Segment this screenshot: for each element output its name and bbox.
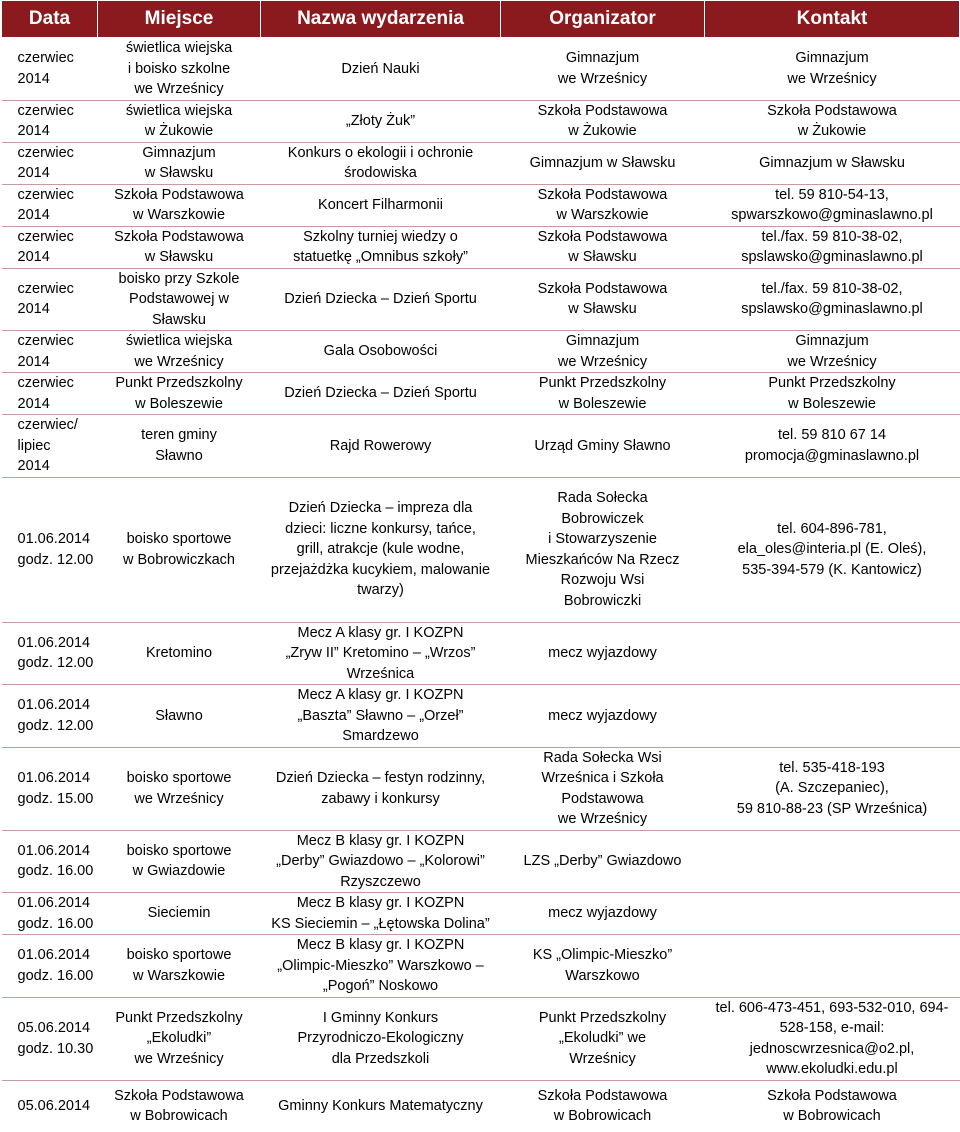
table-row [2,685,960,748]
contact-cell: Gimnazjum we Wrześnicy [705,331,960,373]
date-cell: czerwiec 2014 [2,142,98,184]
place-cell: Kretomino [98,622,261,685]
place-cell: Sieciemin [98,893,261,935]
table-row [2,415,960,478]
organizer-cell: Rada Sołecka Bobrowiczek i Stowarzyszenie Mieszkańców Na Rzecz Rozwoju Wsi Bobrowiczki [501,477,705,622]
contact-cell: tel. 59 810-54-13, spwarszkowo@gminaslawno.pl [705,184,960,226]
organizer-cell: mecz wyjazdowy [501,893,705,935]
header-event-name: Nazwa wydarzenia [261,1,501,38]
date-cell: czerwiec 2014 [2,184,98,226]
table-row [2,893,960,935]
place-cell: świetlica wiejska i boisko szkolne we Wrześnicy [98,38,261,101]
contact-cell: Szkoła Podstawowa w Żukowie [705,100,960,142]
date-cell: czerwiec 2014 [2,100,98,142]
organizer-cell: KS „Olimpic-Mieszko” Warszkowo [501,935,705,998]
date-cell: 01.06.2014 godz. 16.00 [2,935,98,998]
contact-cell: tel. 535-418-193 (A. Szczepaniec), 59 810-88-23 (SP Wrześnica) [705,747,960,830]
date-cell: czerwiec 2014 [2,38,98,101]
contact-cell [705,830,960,893]
contact-cell: Gimnazjum we Wrześnicy [705,38,960,101]
date-cell: czerwiec 2014 [2,331,98,373]
contact-cell [705,622,960,685]
table-row [2,100,960,142]
organizer-cell: Gimnazjum we Wrześnicy [501,331,705,373]
place-cell: świetlica wiejska w Żukowie [98,100,261,142]
place-cell: teren gminy Sławno [98,415,261,478]
organizer-cell: Punkt Przedszkolny „Ekoludki” we Wrześnicy [501,997,705,1080]
organizer-cell: Szkoła Podstawowa w Bobrowicach [537,1087,668,1125]
header-contact: Kontakt [705,1,960,38]
event-name-cell: Mecz B klasy gr. I KOZPN „Olimpic-Mieszko” Warszkowo – „Pogoń” Noskowo [261,935,501,998]
table-row [2,184,960,226]
contact-cell: tel. 59 810 67 14 promocja@gminaslawno.pl [705,415,960,478]
event-name-cell: „Złoty Żuk” [261,100,501,142]
date-cell: czerwiec/ lipiec 2014 [2,415,98,478]
table-row [2,830,960,893]
event-name-cell: Konkurs o ekologii i ochronie środowiska [261,142,501,184]
organizer-cell: Urząd Gminy Sławno [501,415,705,478]
date-cell: 01.06.2014 godz. 12.00 [2,477,98,622]
table-row [2,331,960,373]
event-name-cell: Szkolny turniej wiedzy o statuetkę „Omnibus szkoły” [261,226,501,268]
organizer-cell: mecz wyjazdowy [501,622,705,685]
event-name-cell: Mecz B klasy gr. I KOZPN KS Sieciemin – „Łętowska Dolina” [261,893,501,935]
place-cell: Szkoła Podstawowa w Sławsku [98,226,261,268]
contact-cell: Gimnazjum w Sławsku [705,142,960,184]
table-row [2,477,960,622]
contact-cell [705,685,960,748]
organizer-cell: Gimnazjum we Wrześnicy [501,38,705,101]
header-place: Miejsce [98,1,261,38]
date-cell: 01.06.2014 godz. 15.00 [2,747,98,830]
date-cell: 05.06.2014 [17,1098,91,1114]
organizer-cell: Gimnazjum w Sławsku [501,142,705,184]
contact-cell [705,935,960,998]
place-cell: Punkt Przedszkolny w Boleszewie [98,373,261,415]
organizer-cell: Szkoła Podstawowa w Warszkowie [501,184,705,226]
place-cell: Szkoła Podstawowa w Bobrowicach [114,1087,244,1125]
date-cell: 01.06.2014 godz. 16.00 [2,893,98,935]
date-cell: 01.06.2014 godz. 12.00 [2,622,98,685]
organizer-cell: Punkt Przedszkolny w Boleszewie [501,373,705,415]
event-name-cell: Mecz B klasy gr. I KOZPN „Derby” Gwiazdowo – „Kolorowi” Rzyszczewo [261,830,501,893]
header-row [2,1,960,38]
table-row [2,997,960,1080]
event-name-cell: Gminny Konkurs Matematyczny [278,1098,483,1114]
organizer-cell: Szkoła Podstawowa w Żukowie [501,100,705,142]
date-cell: czerwiec 2014 [2,373,98,415]
place-cell: Punkt Przedszkolny „Ekoludki” we Wrześnicy [98,997,261,1080]
event-name-cell: Dzień Dziecka – Dzień Sportu [261,268,501,331]
place-cell: boisko przy Szkole Podstawowej w Sławsku [98,268,261,331]
place-cell: boisko sportowe w Gwiazdowie [98,830,261,893]
table-row [2,1080,960,1132]
organizer-cell: mecz wyjazdowy [501,685,705,748]
contact-cell: Szkoła Podstawowa w Bobrowicach [767,1087,897,1125]
table-row [2,935,960,998]
table-row [2,373,960,415]
table-row [2,747,960,830]
contact-cell: tel. 606-473-451, 693-532-010, 694- 528-158, e-mail: jednoscwrzesnica@o2.pl, www.ekoludki.edu.pl [705,997,960,1080]
event-name-cell: Mecz A klasy gr. I KOZPN „Baszta” Sławno – „Orzeł” Smardzewo [261,685,501,748]
date-cell: czerwiec 2014 [2,268,98,331]
event-name-cell: Mecz A klasy gr. I KOZPN „Zryw II” Kretomino – „Wrzos” Wrześnica [261,622,501,685]
place-cell: Gimnazjum w Sławsku [98,142,261,184]
contact-cell: tel. 604-896-781, ela_oles@interia.pl (E. Oleś), 535-394-579 (K. Kantowicz) [705,477,960,622]
table-row [2,142,960,184]
date-cell: czerwiec 2014 [2,226,98,268]
place-cell: boisko sportowe w Bobrowiczkach [98,477,261,622]
table-row [2,38,960,101]
date-cell: 05.06.2014 godz. 10.30 [2,997,98,1080]
event-name-cell: Dzień Dziecka – impreza dla dzieci: liczne konkursy, tańce, grill, atrakcje (kule wodne, przejażdżka kucykiem, malowanie twarzy) [261,477,501,622]
event-name-cell: Koncert Filharmonii [261,184,501,226]
event-name-cell: Gala Osobowości [261,331,501,373]
event-name-cell: Dzień Dziecka – festyn rodzinny, zabawy i konkursy [261,747,501,830]
event-name-cell: Dzień Dziecka – Dzień Sportu [261,373,501,415]
table-row [2,226,960,268]
contact-cell [705,893,960,935]
table-row [2,622,960,685]
header-organizer: Organizator [501,1,705,38]
place-cell: świetlica wiejska we Wrześnicy [98,331,261,373]
date-cell: 01.06.2014 godz. 12.00 [2,685,98,748]
place-cell: Sławno [98,685,261,748]
place-cell: boisko sportowe we Wrześnicy [98,747,261,830]
event-name-cell: I Gminny Konkurs Przyrodniczo-Ekologiczny dla Przedszkoli [261,997,501,1080]
event-name-cell: Rajd Rowerowy [261,415,501,478]
header-date: Data [2,1,98,38]
events-table [1,0,960,1132]
place-cell: Szkoła Podstawowa w Warszkowie [98,184,261,226]
contact-cell: Punkt Przedszkolny w Boleszewie [705,373,960,415]
event-name-cell: Dzień Nauki [261,38,501,101]
contact-cell: tel./fax. 59 810-38-02, spslawsko@gminaslawno.pl [705,268,960,331]
table-row [2,268,960,331]
place-cell: boisko sportowe w Warszkowie [98,935,261,998]
date-cell: 01.06.2014 godz. 16.00 [2,830,98,893]
organizer-cell: Szkoła Podstawowa w Sławsku [501,226,705,268]
organizer-cell: LZS „Derby” Gwiazdowo [501,830,705,893]
organizer-cell: Szkoła Podstawowa w Sławsku [501,268,705,331]
contact-cell: tel./fax. 59 810-38-02, spslawsko@gminaslawno.pl [705,226,960,268]
organizer-cell: Rada Sołecka Wsi Wrześnica i Szkoła Podstawowa we Wrześnicy [501,747,705,830]
